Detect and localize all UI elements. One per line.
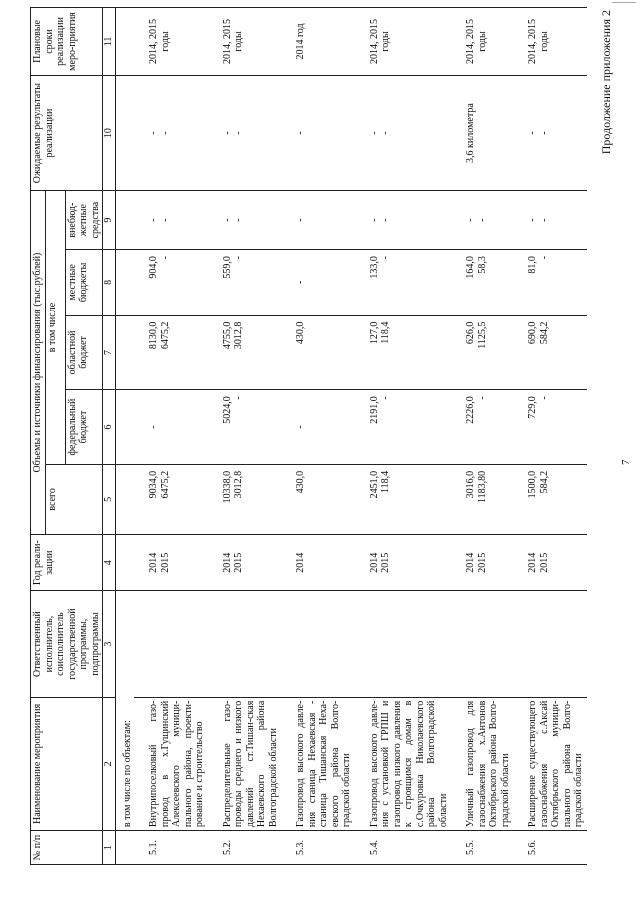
row-local: 164,0 58,3	[451, 250, 513, 316]
row-num: 5.5.	[451, 831, 513, 865]
page-number: 7	[620, 459, 632, 465]
column-number: 5	[103, 464, 116, 534]
row-terms: 2014, 2015 годы	[451, 8, 513, 76]
table-row	[513, 8, 587, 865]
row-total: 1500,0 584,2	[513, 464, 587, 534]
column-number: 3	[103, 591, 116, 697]
row-extrabudget: - -	[513, 191, 587, 250]
row-num: 5.3.	[281, 831, 355, 865]
row-result: -	[281, 75, 355, 190]
header-year: Год реали-зации	[31, 534, 103, 591]
row-num: 5.4.	[355, 831, 452, 865]
row-years: 2014 2015	[355, 534, 452, 591]
row-total: 10338,0 3012,8	[208, 464, 282, 534]
row-federal: 5024,0 -	[208, 390, 282, 465]
row-local: -	[281, 250, 355, 316]
header-executor: Ответственный исполнитель, соисполнитель государственной программы, подпрограммы	[31, 591, 103, 697]
header-num: № п/п	[31, 831, 103, 865]
row-extrabudget: - -	[134, 191, 208, 250]
row-federal: -	[134, 390, 208, 465]
row-executor	[355, 591, 452, 697]
table-row	[355, 8, 452, 865]
column-number: 9	[103, 191, 116, 250]
row-years: 2014 2015	[513, 534, 587, 591]
row-federal: 729,0 -	[513, 390, 587, 465]
row-years: 2014 2015	[134, 534, 208, 591]
row-num: 5.2.	[208, 831, 282, 865]
column-number: 10	[103, 75, 116, 190]
row-extrabudget: - -	[355, 191, 452, 250]
row-terms: 2014, 2015 годы	[134, 8, 208, 76]
row-years: 2014 2015	[451, 534, 513, 591]
header-financing-group: Объемы и источники финансирования (тыс.рублей)	[31, 191, 46, 535]
header-terms: Плановые сроки реализации меро-приятия	[31, 8, 103, 76]
row-total: 2451,0 118,4	[355, 464, 452, 534]
row-name: Расширение существующего газоснабжения с.Аксай Октябрьского муници-пального района Волго-градской области	[513, 697, 587, 830]
column-number: 8	[103, 250, 116, 316]
row-local: 133,0 -	[355, 250, 452, 316]
header-including: в том числе	[45, 191, 65, 465]
row-num: 5.6.	[513, 831, 587, 865]
row-executor	[208, 591, 282, 697]
header-results: Ожидаемые результаты реализации	[31, 75, 103, 190]
row-executor	[134, 591, 208, 697]
subheading-row	[115, 8, 134, 865]
table-row	[451, 8, 513, 865]
row-regional: 430,0	[281, 315, 355, 390]
appendix-title: Продолжение приложения 2	[599, 10, 613, 155]
row-result: - -	[134, 75, 208, 190]
row-name: Распределительные газо-проводы среднего и низкого давлений ст.Тишан-ская Нехаевского района Волгоградской области	[208, 697, 282, 830]
header-name: Наименование мероприятия	[31, 697, 103, 830]
column-number: 4	[103, 534, 116, 591]
row-regional: 626,0 1125,5	[451, 315, 513, 390]
row-local: 559,0 -	[208, 250, 282, 316]
row-local: 904,0 -	[134, 250, 208, 316]
row-federal: 2191,0 -	[355, 390, 452, 465]
row-extrabudget: -	[281, 191, 355, 250]
row-name: Газопровод высокого давле-ния с установкой ГРПШ и газопровод низкого давления к строящимся домам в с.Очкуровка Николаевского района Волгоградской области	[355, 697, 452, 830]
row-result: - -	[208, 75, 282, 190]
row-terms: 2014, 2015 годы	[355, 8, 452, 76]
table-row	[281, 8, 355, 865]
row-terms: 2014, 2015 годы	[208, 8, 282, 76]
column-number: 1	[103, 831, 116, 865]
row-total: 430,0	[281, 464, 355, 534]
row-federal: -	[281, 390, 355, 465]
row-years: 2014	[281, 534, 355, 591]
row-executor	[281, 591, 355, 697]
row-extrabudget: - -	[208, 191, 282, 250]
row-num: 5.1.	[134, 831, 208, 865]
subheading-text: в том числе по объектам:	[115, 591, 134, 831]
column-number: 6	[103, 390, 116, 465]
header-local: местные бюджеты	[65, 250, 103, 316]
column-number: 2	[103, 697, 116, 830]
column-numbers-row	[103, 8, 116, 865]
row-regional: 127,0 118,4	[355, 315, 452, 390]
header-federal: федеральный бюджет	[65, 390, 103, 465]
row-result: - -	[513, 75, 587, 190]
table-row	[134, 8, 208, 865]
column-number: 11	[103, 8, 116, 76]
row-years: 2014 2015	[208, 534, 282, 591]
row-regional: 4755,0 3012,8	[208, 315, 282, 390]
header-extrabudget: внебюд-жетные средства	[65, 191, 103, 250]
header-regional: областной бюджет	[65, 315, 103, 390]
row-extrabudget: - -	[451, 191, 513, 250]
row-regional: 8130,0 6475,2	[134, 315, 208, 390]
row-total: 3016,0 1183,80	[451, 464, 513, 534]
row-terms: 2014, 2015 годы	[513, 8, 587, 76]
row-executor	[451, 591, 513, 697]
row-total: 9034,0 6475,2	[134, 464, 208, 534]
header-total: всего	[45, 464, 103, 534]
row-result: 3,6 километра	[451, 75, 513, 190]
row-federal: 2226,0 -	[451, 390, 513, 465]
row-regional: 690,0 584,2	[513, 315, 587, 390]
row-name: Уличный газопровод для газоснабжения х.Антонов Октябрьского района Волго-градской области	[451, 697, 513, 830]
row-terms: 2014 год	[281, 8, 355, 76]
column-number: 7	[103, 315, 116, 390]
row-name: Внутрипоселковый газо-провод в х.Гущинский Алексеевского муници-пального района, проекти-рование и строительство	[134, 697, 208, 830]
row-local: 81,0 -	[513, 250, 587, 316]
row-executor	[513, 591, 587, 697]
financing-table	[30, 7, 587, 865]
row-result: - -	[355, 75, 452, 190]
row-name: Газопровод высокого давле-ния станица Нехаевская - станица Тишанская Неха-евского района Волго-градской области	[281, 697, 355, 830]
table-row	[208, 8, 282, 865]
